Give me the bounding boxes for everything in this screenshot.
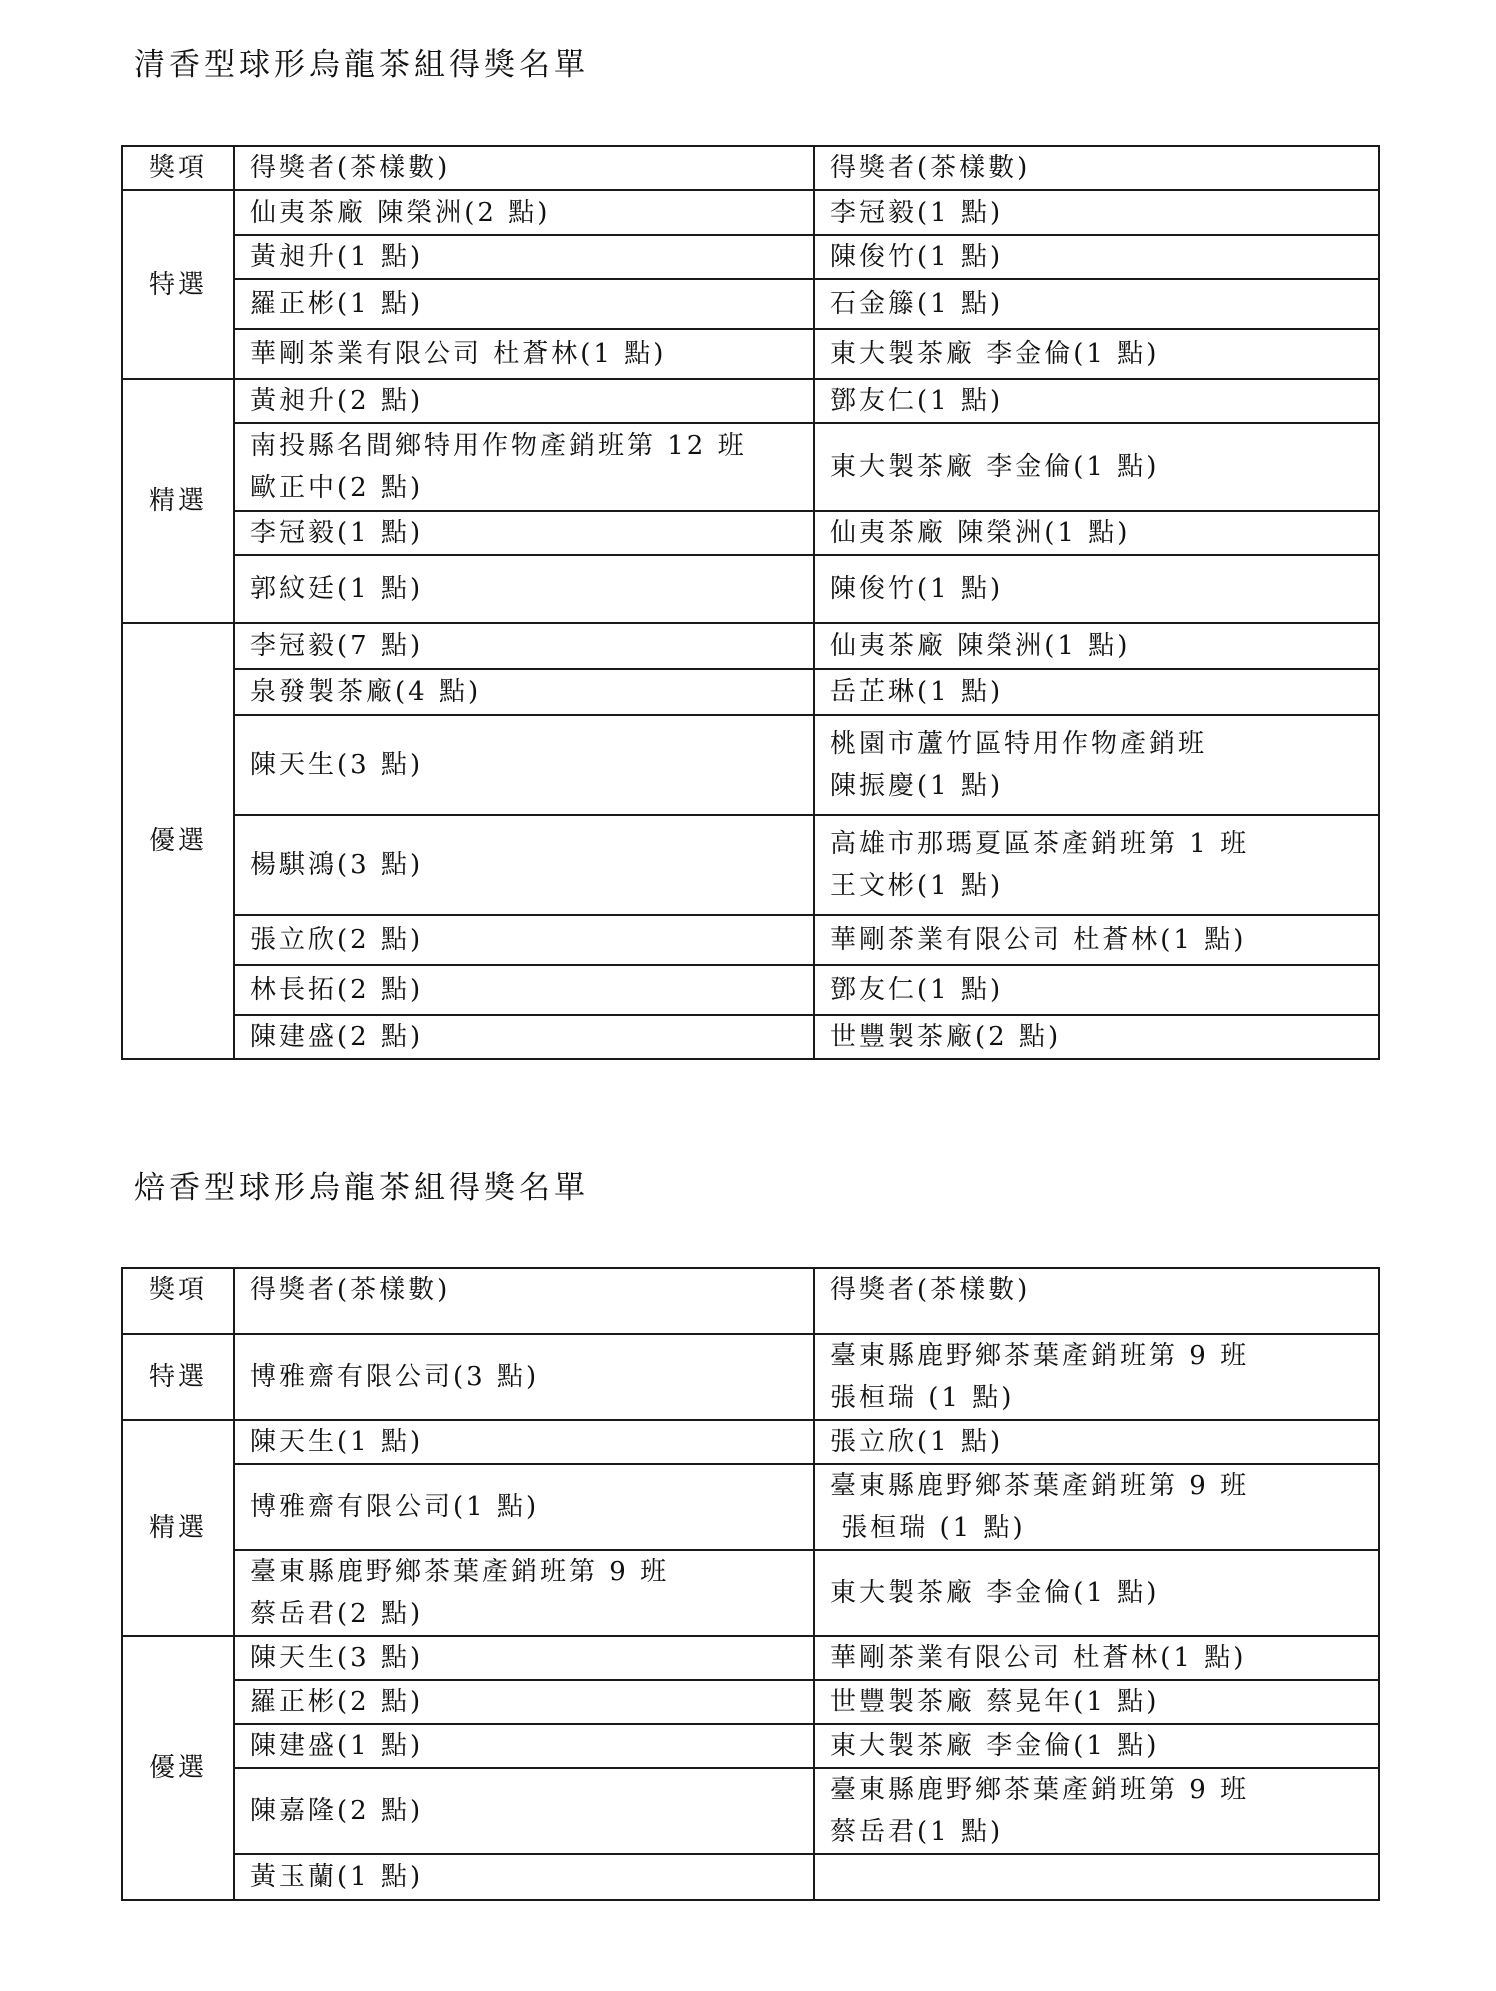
winner-line: 東大製茶廠 李金倫(1 點) — [830, 1578, 1160, 1608]
table-row — [122, 190, 1379, 235]
winner-line: 東大製茶廠 李金倫(1 點) — [830, 452, 1160, 482]
winner-cell — [234, 555, 814, 623]
table-row — [122, 235, 1379, 279]
header-winner-left: 得獎者(茶樣數) — [234, 146, 814, 190]
winner-line: 李冠毅(7 點) — [250, 631, 424, 661]
section-title-qingxiang: 清香型球形烏龍茶組得獎名單 — [134, 47, 589, 83]
winner-line: 南投縣名間鄉特用作物產銷班第 12 班 — [250, 431, 747, 461]
award-cell: 優選 — [122, 623, 234, 1059]
winner-cell — [814, 669, 1379, 715]
winner-line: 羅正彬(1 點) — [250, 289, 424, 319]
winner-cell — [814, 1550, 1379, 1636]
winner-cell — [814, 715, 1379, 815]
table-row — [122, 715, 1379, 815]
winner-line: 陳建盛(1 點) — [250, 1731, 424, 1761]
winner-line: 鄧友仁(1 點) — [830, 386, 1004, 416]
table-row — [122, 669, 1379, 715]
table-row — [122, 329, 1379, 379]
winner-cell — [814, 915, 1379, 965]
winner-line: 蔡岳君(1 點) — [830, 1817, 1004, 1847]
header-winner-right: 得獎者(茶樣數) — [814, 146, 1379, 190]
winner-line: 歐正中(2 點) — [250, 473, 424, 503]
winner-line: 華剛茶業有限公司 杜蒼林(1 點) — [250, 339, 667, 369]
winner-line: 黃昶升(2 點) — [250, 386, 424, 416]
winner-line: 陳建盛(2 點) — [250, 1022, 424, 1052]
winner-cell — [234, 1015, 814, 1059]
winner-line: 仙夷茶廠 陳榮洲(1 點) — [830, 518, 1131, 548]
winner-line: 華剛茶業有限公司 杜蒼林(1 點) — [830, 925, 1247, 955]
awards-table-qingxiang — [121, 145, 1380, 1060]
header-row — [122, 146, 1379, 190]
winner-line: 博雅齋有限公司(3 點) — [250, 1362, 540, 1392]
winner-cell — [234, 815, 814, 915]
winner-line: 岳芷琳(1 點) — [830, 677, 1004, 707]
winner-line: 仙夷茶廠 陳榮洲(2 點) — [250, 197, 551, 228]
winner-cell — [814, 555, 1379, 623]
winner-line: 張桓瑞 (1 點) — [830, 1513, 1026, 1543]
table-row — [122, 379, 1379, 423]
winner-cell — [814, 1680, 1379, 1724]
winner-cell — [234, 669, 814, 715]
winner-cell — [814, 1636, 1379, 1680]
winner-cell — [234, 1334, 814, 1420]
winner-cell — [814, 423, 1379, 511]
winner-line: 泉發製茶廠(4 點) — [250, 677, 482, 707]
winner-line: 仙夷茶廠 陳榮洲(1 點) — [830, 631, 1131, 661]
award-cell: 特選 — [122, 190, 234, 379]
winner-cell — [234, 329, 814, 379]
winner-cell — [234, 1724, 814, 1768]
header-row — [122, 1268, 1379, 1334]
winner-line: 楊騏鴻(3 點) — [250, 850, 424, 880]
winner-cell — [234, 1680, 814, 1724]
winner-cell — [234, 235, 814, 279]
winner-cell — [814, 190, 1379, 235]
winner-cell — [814, 511, 1379, 555]
table-row — [122, 423, 1379, 511]
winner-cell — [814, 1015, 1379, 1059]
winner-cell — [814, 1334, 1379, 1420]
winner-line: 高雄市那瑪夏區茶產銷班第 1 班 — [830, 829, 1250, 859]
winner-cell — [814, 815, 1379, 915]
table-row — [122, 1464, 1379, 1550]
winner-line: 臺東縣鹿野鄉茶葉產銷班第 9 班 — [830, 1341, 1250, 1371]
awards-table-beixiang — [121, 1267, 1380, 1901]
award-cell: 精選 — [122, 1420, 234, 1636]
winner-cell — [814, 379, 1379, 423]
table-row — [122, 815, 1379, 915]
winner-line: 博雅齋有限公司(1 點) — [250, 1492, 540, 1522]
winner-line: 石金籐(1 點) — [830, 289, 1004, 319]
header-award: 獎項 — [122, 1268, 234, 1334]
winner-line: 蔡岳君(2 點) — [250, 1599, 424, 1629]
winner-cell — [234, 1636, 814, 1680]
winner-line: 東大製茶廠 李金倫(1 點) — [830, 339, 1160, 369]
winner-cell — [814, 329, 1379, 379]
winner-cell — [814, 1420, 1379, 1464]
winner-cell — [234, 623, 814, 669]
winner-line: 東大製茶廠 李金倫(1 點) — [830, 1731, 1160, 1761]
winner-cell — [234, 1550, 814, 1636]
table-row — [122, 279, 1379, 329]
winner-cell — [234, 279, 814, 329]
winner-line: 張桓瑞 (1 點) — [830, 1383, 1015, 1413]
winner-line: 李冠毅(1 點) — [250, 518, 424, 548]
winner-line: 世豐製茶廠(2 點) — [830, 1022, 1062, 1052]
winner-line: 陳天生(3 點) — [250, 1643, 424, 1673]
winner-line: 陳天生(1 點) — [250, 1427, 424, 1457]
winner-line: 王文彬(1 點) — [830, 871, 1004, 901]
award-cell: 精選 — [122, 379, 234, 623]
table-row — [122, 1015, 1379, 1059]
winner-line: 張立欣(1 點) — [830, 1427, 1004, 1457]
winner-line: 郭紋廷(1 點) — [250, 574, 424, 604]
table-row — [122, 915, 1379, 965]
table-row — [122, 1420, 1379, 1464]
winner-line: 臺東縣鹿野鄉茶葉產銷班第 9 班 — [250, 1557, 670, 1587]
winner-line: 陳俊竹(1 點) — [830, 574, 1004, 604]
award-cell: 特選 — [122, 1334, 234, 1420]
table-row — [122, 623, 1379, 669]
winner-line: 李冠毅(1 點) — [830, 197, 1004, 228]
table-row — [122, 1636, 1379, 1680]
winner-cell — [234, 1420, 814, 1464]
winner-cell — [814, 279, 1379, 329]
winner-cell-empty — [814, 1854, 1379, 1900]
table-row — [122, 1768, 1379, 1854]
winner-line: 黃玉蘭(1 點) — [250, 1862, 424, 1892]
winner-cell — [234, 965, 814, 1015]
winner-cell — [234, 1768, 814, 1854]
table-row — [122, 965, 1379, 1015]
winner-cell — [234, 1464, 814, 1550]
table-row — [122, 1680, 1379, 1724]
table-row — [122, 1724, 1379, 1768]
section-title-beixiang: 焙香型球形烏龍茶組得獎名單 — [134, 1170, 589, 1206]
winner-line: 陳振慶(1 點) — [830, 771, 1004, 801]
winner-line: 張立欣(2 點) — [250, 925, 424, 955]
table-row — [122, 1854, 1379, 1900]
winner-cell — [234, 423, 814, 511]
winner-cell — [814, 235, 1379, 279]
winner-line: 華剛茶業有限公司 杜蒼林(1 點) — [830, 1643, 1247, 1673]
winner-cell — [234, 915, 814, 965]
winner-line: 臺東縣鹿野鄉茶葉產銷班第 9 班 — [830, 1471, 1250, 1501]
winner-cell — [814, 1768, 1379, 1854]
winner-line: 臺東縣鹿野鄉茶葉產銷班第 9 班 — [830, 1775, 1250, 1805]
winner-line: 羅正彬(2 點) — [250, 1687, 424, 1717]
winner-line: 陳天生(3 點) — [250, 750, 424, 780]
winner-line: 桃園市蘆竹區特用作物產銷班 — [830, 729, 1208, 759]
header-winner-right: 得獎者(茶樣數) — [814, 1268, 1379, 1334]
winner-cell — [814, 1464, 1379, 1550]
winner-cell — [234, 511, 814, 555]
winner-line: 林長拓(2 點) — [250, 975, 424, 1005]
winner-line: 陳嘉隆(2 點) — [250, 1796, 424, 1826]
winner-cell — [234, 1854, 814, 1900]
winner-line: 陳俊竹(1 點) — [830, 242, 1004, 272]
award-cell: 優選 — [122, 1636, 234, 1900]
table-row — [122, 1334, 1379, 1420]
winner-cell — [814, 623, 1379, 669]
winner-cell — [234, 715, 814, 815]
winner-cell — [234, 379, 814, 423]
winner-line: 世豐製茶廠 蔡晃年(1 點) — [830, 1687, 1160, 1717]
header-winner-left: 得獎者(茶樣數) — [234, 1268, 814, 1334]
winner-line: 黃昶升(1 點) — [250, 242, 424, 272]
winner-cell — [234, 190, 814, 235]
table-row — [122, 511, 1379, 555]
winner-cell — [814, 1724, 1379, 1768]
header-award: 獎項 — [122, 146, 234, 190]
winner-line: 鄧友仁(1 點) — [830, 975, 1004, 1005]
table-row — [122, 555, 1379, 623]
table-row — [122, 1550, 1379, 1636]
winner-cell — [814, 965, 1379, 1015]
